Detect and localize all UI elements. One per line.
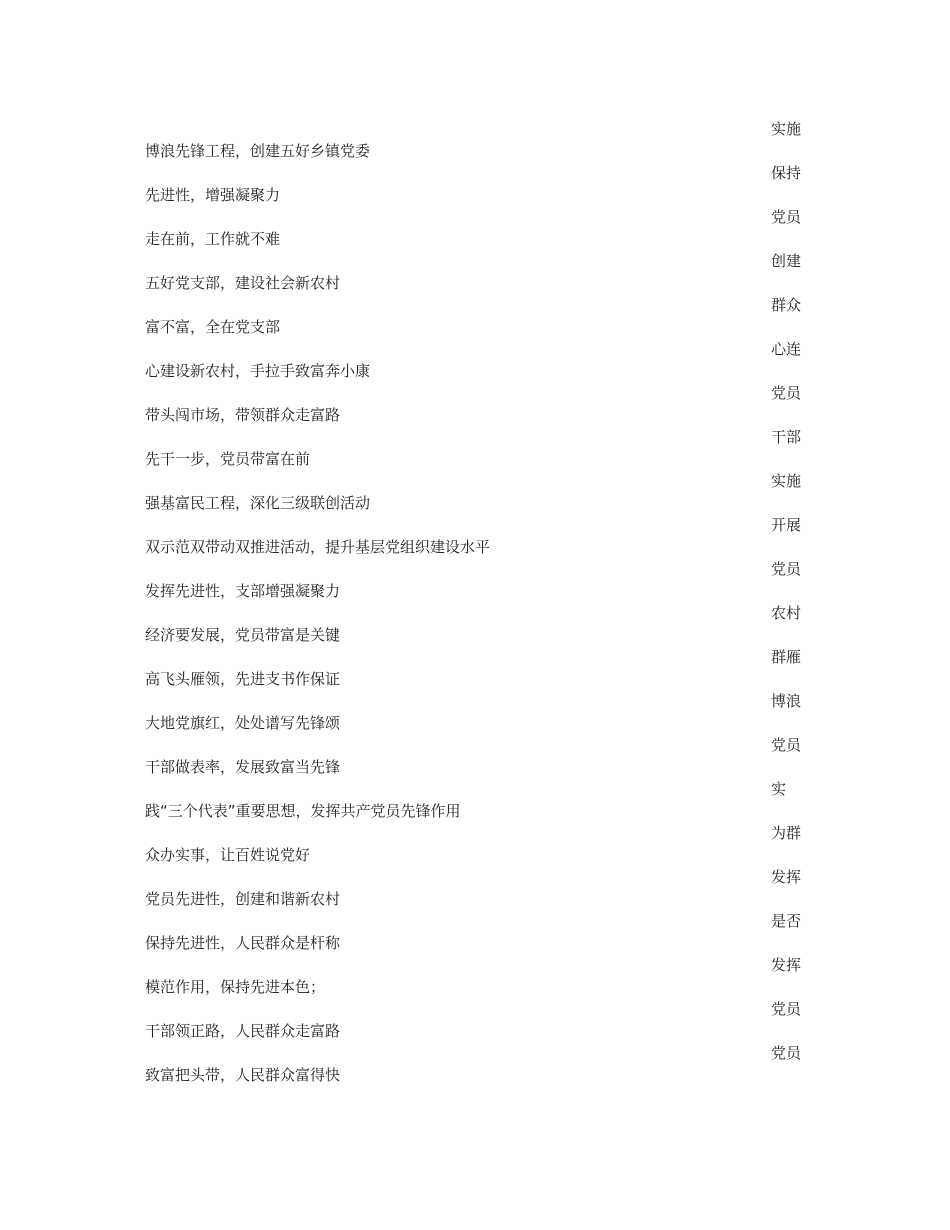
slogan-line: 先进性，增强凝聚力	[145, 186, 281, 204]
slogan-prefix: 实施	[771, 120, 802, 138]
slogan-prefix: 党员	[771, 208, 802, 226]
slogan-prefix: 党员	[771, 1000, 802, 1018]
slogan-line: 模范作用，保持先进本色；	[145, 978, 326, 996]
slogan-prefix: 是否	[771, 912, 802, 930]
slogan-prefix: 保持	[771, 164, 802, 182]
slogan-line: 富不富，全在党支部	[145, 318, 281, 336]
slogan-line: 先干一步，党员带富在前	[145, 450, 311, 468]
slogan-line: 践“三个代表”重要思想，发挥共产党员先锋作用	[145, 802, 461, 820]
slogan-line: 走在前，工作就不难	[145, 230, 281, 248]
slogan-line: 五好党支部，建设社会新农村	[145, 274, 341, 292]
slogan-prefix: 发挥	[771, 868, 802, 886]
slogan-line: 保持先进性，人民群众是杆称	[145, 934, 341, 952]
slogan-prefix: 发挥	[771, 956, 802, 974]
slogan-prefix: 党员	[771, 1044, 802, 1062]
slogan-line: 干部做表率，发展致富当先锋	[145, 758, 341, 776]
slogan-list-main	[145, 139, 705, 1107]
slogan-prefix: 党员	[771, 384, 802, 402]
slogan-prefix: 群雁	[771, 648, 802, 666]
slogan-prefix: 心连	[771, 340, 802, 358]
slogan-line: 博浪先锋工程，创建五好乡镇党委	[145, 142, 371, 160]
slogan-line: 大地党旗红，处处谱写先锋颂	[145, 714, 341, 732]
slogan-line: 带头闯市场，带领群众走富路	[145, 406, 341, 424]
slogan-prefix: 党员	[771, 736, 802, 754]
slogan-prefix: 为群	[771, 824, 802, 842]
slogan-line: 致富把头带，人民群众富得快	[145, 1066, 341, 1084]
slogan-line: 发挥先进性，支部增强凝聚力	[145, 582, 341, 600]
slogan-line: 心建设新农村，手拉手致富奔小康	[145, 362, 371, 380]
slogan-prefix: 党员	[771, 560, 802, 578]
slogan-prefix: 创建	[771, 252, 802, 270]
slogan-line: 经济要发展，党员带富是关键	[145, 626, 341, 644]
slogan-line: 干部领正路，人民群众走富路	[145, 1022, 341, 1040]
slogan-line: 党员先进性，创建和谐新农村	[145, 890, 341, 908]
slogan-prefix: 农村	[771, 604, 802, 622]
slogan-line: 强基富民工程，深化三级联创活动	[145, 494, 371, 512]
slogan-line: 众办实事，让百姓说党好	[145, 846, 311, 864]
slogan-prefix: 博浪	[771, 692, 802, 710]
slogan-line: 高飞头雁领，先进支书作保证	[145, 670, 341, 688]
slogan-prefix: 开展	[771, 516, 802, 534]
slogan-prefix: 实施	[771, 472, 802, 490]
slogan-prefix: 群众	[771, 296, 802, 314]
slogan-prefix-list	[771, 117, 891, 1085]
slogan-prefix: 干部	[771, 428, 802, 446]
slogan-line: 双示范双带动双推进活动，提升基层党组织建设水平	[145, 538, 491, 556]
slogan-prefix: 实	[771, 780, 787, 798]
